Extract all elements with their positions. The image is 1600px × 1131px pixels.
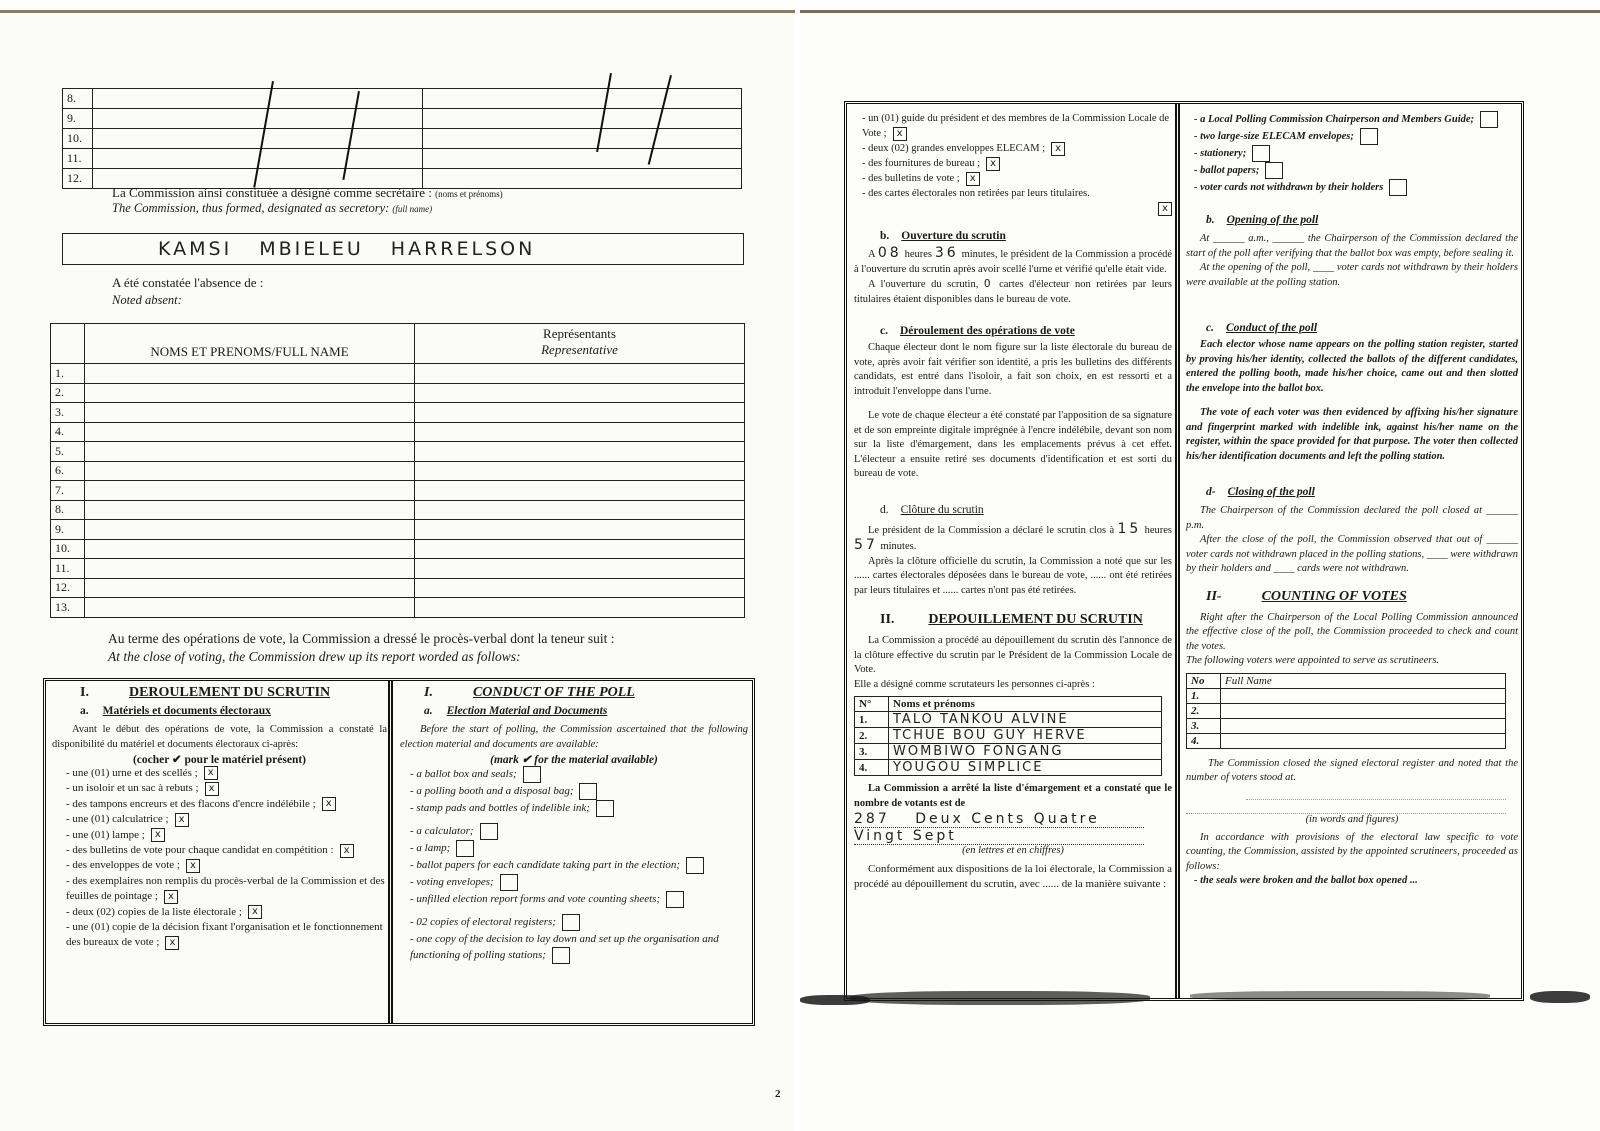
absent-rep-cell[interactable] bbox=[415, 364, 745, 384]
counting-text: Right after the Chairperson of the Local Polling Commission announced the effective close of the poll, the Commission proceeded to check and count the votes. bbox=[1186, 611, 1518, 652]
table-row: 11. bbox=[51, 559, 745, 579]
list-item: - des bulletins de vote pour chaque candidat en compétition : x bbox=[66, 843, 387, 858]
absent-rep-cell[interactable] bbox=[415, 500, 745, 520]
en-column bbox=[1186, 111, 1518, 889]
opening-text: A 08 heures 36 minutes, le président de la Commission a procédé à l'ouverture du scrutin après avoir scellé l'urne et vérifié qu'elle était vide. bbox=[854, 245, 1173, 275]
scrutineers-table-en bbox=[1186, 673, 1506, 749]
checkbox[interactable] bbox=[456, 840, 474, 857]
section-heading: I. DEROULEMENT DU SCRUTIN bbox=[80, 685, 331, 700]
material-list-en bbox=[400, 766, 748, 964]
checkbox[interactable] bbox=[562, 914, 580, 931]
checkbox[interactable] bbox=[480, 823, 498, 840]
words-note: (in words and figures) bbox=[1305, 813, 1399, 825]
conduct-text: Each elector whose name appears on the polling station register, started by proving his/her identity, collected the ballots of the different candidates, entered the polling booth, made his/her choice, came out and then slotted the envelope into the ballot box. bbox=[1186, 339, 1518, 394]
list-item: - une (01) calculatrice ; x bbox=[66, 812, 387, 827]
table-row: 1. TALO TANKOU ALVINE bbox=[855, 712, 1162, 728]
list-item: - un (01) guide du président et des membres de la Commission Locale de Vote ; x bbox=[862, 111, 1172, 141]
scrutineers-table bbox=[854, 696, 1162, 776]
checkbox[interactable]: x bbox=[1051, 142, 1065, 156]
closing-time-text: The Chairperson of the Commission declared the poll closed at ______ p.m. bbox=[1186, 505, 1518, 531]
list-item: - a polling booth and a disposal bag; bbox=[410, 783, 748, 800]
table-header bbox=[51, 324, 745, 364]
table-row: 1. bbox=[1187, 688, 1506, 703]
table-header: N° Noms et prénoms bbox=[855, 697, 1162, 712]
counting-procedure-text: Conformément aux dispositions de la loi électorale, la Commission a procédé au dépouillement du scrutin, avec ...... de la manière suivante : bbox=[854, 863, 1172, 890]
list-item: - unfilled election report forms and vote counting sheets; bbox=[410, 891, 748, 908]
conduct-text: The vote of each voter was then evidenced by affixing his/her signature and fingerprint marked with indelible ink, against his/her name on the register, within the space provided for that purpose. The voter then collected his/her identification documents and left the polling station. bbox=[1186, 407, 1518, 462]
checkbox[interactable]: x bbox=[165, 936, 179, 950]
table-row bbox=[63, 109, 742, 129]
instruction-text: (mark ✔ for the material available) bbox=[490, 754, 658, 766]
absent-name-cell[interactable] bbox=[85, 539, 415, 559]
checkbox[interactable]: x bbox=[893, 127, 907, 141]
list-item: - two large-size ELECAM envelopes; bbox=[1194, 128, 1518, 145]
secretary-label-en: The Commission, thus formed, designated as secretory: (full name) bbox=[112, 201, 433, 215]
fr-column bbox=[854, 111, 1172, 891]
checkbox[interactable] bbox=[552, 947, 570, 964]
list-item: - a Local Polling Commission Chairperson and Members Guide; bbox=[1194, 111, 1518, 128]
voters-count-figure: 287 bbox=[854, 811, 890, 827]
list-item: - one copy of the decision to lay down and set up the organisation and functioning of polling stations; bbox=[410, 931, 748, 964]
table-row: 2. bbox=[1187, 703, 1506, 718]
absent-label-fr: A été constatée l'absence de : bbox=[112, 275, 264, 290]
absent-rep-cell[interactable] bbox=[415, 520, 745, 540]
voters-count-label: La Commission a arrêté la liste d'émargement et a constaté que le nombre de votants est de bbox=[854, 783, 1172, 809]
subsection-heading: c. Déroulement des opérations de vote bbox=[880, 325, 1075, 337]
closing-minutes: 57 bbox=[854, 537, 878, 553]
list-item: - une (01) copie de la décision fixant l'organisation et le fonctionnement des bureaux de vote ; x bbox=[66, 920, 387, 951]
list-item: - une (01) lampe ; x bbox=[66, 828, 387, 843]
instruction-text: (cocher ✔ pour le matériel présent) bbox=[132, 754, 307, 766]
table-row: 10. bbox=[51, 539, 745, 559]
absent-rep-cell[interactable] bbox=[415, 481, 745, 501]
counting-text: The following voters were appointed to serve as scrutineers. bbox=[1186, 655, 1440, 666]
checkbox[interactable]: x bbox=[151, 828, 165, 842]
intro-text: Before the start of polling, the Commission ascertained that the following election material and documents are available: bbox=[400, 724, 748, 750]
absent-rep-cell[interactable] bbox=[415, 461, 745, 481]
scrutineer-name[interactable]: WOMBIWO FONGANG bbox=[889, 744, 1162, 760]
checkbox[interactable]: x bbox=[175, 813, 189, 827]
absent-rep-cell[interactable] bbox=[415, 578, 745, 598]
table-header: No Full Name bbox=[1187, 673, 1506, 688]
table-row: 8. bbox=[51, 500, 745, 520]
voters-count-line-1[interactable] bbox=[854, 811, 1144, 828]
table-row: 3. bbox=[51, 403, 745, 423]
table-row: 5. bbox=[51, 442, 745, 462]
absent-name-cell[interactable] bbox=[85, 578, 415, 598]
closing-intro-en: At the close of voting, the Commission drew up its report worded as follows: bbox=[108, 649, 521, 664]
list-item: - deux (02) grandes enveloppes ELECAM ; x bbox=[862, 141, 1172, 156]
absent-rep-cell[interactable] bbox=[415, 539, 745, 559]
checkbox[interactable]: x bbox=[205, 782, 219, 796]
page-number: 2 bbox=[775, 1088, 781, 1100]
absent-name-cell[interactable] bbox=[85, 364, 415, 384]
absent-name-cell[interactable] bbox=[85, 481, 415, 501]
absent-rep-cell[interactable] bbox=[415, 422, 745, 442]
list-item: - des cartes électorales non retirées par leurs titulaires. x bbox=[862, 186, 1172, 216]
opening-hours: 08 bbox=[877, 245, 902, 261]
list-item: - a calculator; bbox=[410, 823, 748, 840]
checkbox[interactable] bbox=[1252, 145, 1270, 162]
table-row: 3. WOMBIWO FONGANG bbox=[855, 744, 1162, 760]
secretary-field[interactable] bbox=[62, 233, 744, 265]
list-item: - des tampons encreurs et des flacons d'encre indélébile ; x bbox=[66, 797, 387, 812]
table-row: 1. bbox=[51, 364, 745, 384]
right-page bbox=[800, 10, 1600, 1131]
checkbox[interactable]: x bbox=[966, 172, 980, 186]
voters-count-line-1[interactable] bbox=[1246, 786, 1506, 800]
closing-time-text: Le président de la Commission a déclaré le scrutin clos à 15 heures 57 minutes. bbox=[854, 520, 1172, 553]
absent-rep-cell[interactable] bbox=[415, 559, 745, 579]
section-heading: II- COUNTING OF VOTES bbox=[1206, 588, 1407, 604]
list-item: - des fournitures de bureau ; x bbox=[862, 156, 1172, 171]
row-number: 9. bbox=[63, 109, 93, 129]
checkbox[interactable]: x bbox=[1158, 202, 1172, 216]
checkbox[interactable]: x bbox=[186, 859, 200, 873]
scrutineer-name[interactable] bbox=[1221, 688, 1506, 703]
fr-section bbox=[52, 685, 387, 951]
absent-name-cell[interactable] bbox=[85, 403, 415, 423]
scan-artifact bbox=[1190, 991, 1490, 1001]
scrutineer-name[interactable] bbox=[1221, 718, 1506, 733]
checkbox[interactable] bbox=[500, 874, 518, 891]
list-item: - voting envelopes; bbox=[410, 874, 748, 891]
subsection-heading: a. Matériels et documents électoraux bbox=[80, 705, 271, 717]
opening-cards-count: 0 bbox=[983, 278, 994, 290]
checkbox[interactable] bbox=[1360, 128, 1378, 145]
subsection-heading: d. Clôture du scrutin bbox=[880, 503, 984, 516]
closing-cards-text: After the close of the poll, the Commission observed that out of ______ voter cards not withdrawn placed in the polling stations, ____ were withdrawn by their holders and ____ cards were not withdrawn. bbox=[1186, 534, 1518, 574]
table-row: 2. TCHUE BOU GUY HERVE bbox=[855, 728, 1162, 744]
table-row: 13. bbox=[51, 598, 745, 618]
opening-text: At ______ a.m., ______ the Chairperson of the Commission declared the start of the poll after verifying that the ballot box was empty, before sealing it. bbox=[1186, 233, 1518, 259]
material-list-fr bbox=[52, 766, 387, 951]
checkbox[interactable] bbox=[523, 766, 541, 783]
subsection-heading: d- Closing of the poll bbox=[1206, 486, 1315, 498]
checkbox[interactable] bbox=[579, 783, 597, 800]
row-number: 11. bbox=[63, 149, 93, 169]
table-row bbox=[63, 89, 742, 109]
absent-name-cell[interactable] bbox=[85, 461, 415, 481]
column-divider bbox=[1175, 104, 1180, 998]
list-item: - stamp pads and bottles of indelible ink; bbox=[410, 800, 748, 817]
opening-cards-text: A l'ouverture du scrutin, 0 cartes d'électeur non retirées par leurs titulaires étaient disponibles dans le bureau de vote. bbox=[854, 278, 1173, 305]
conduct-text: Chaque électeur dont le nom figure sur la liste électorale du bureau de vote, après avoir fait vérifier son identité, a pris les bulletins des différents candidats, est entré dans l'isoloir, a fait son choix, en est ressorti et a introduit l'enveloppe dans l'urne. bbox=[854, 342, 1172, 397]
list-item: - ballot papers; bbox=[1194, 162, 1518, 179]
table-row: 9. bbox=[51, 520, 745, 540]
checkbox[interactable]: x bbox=[248, 905, 262, 919]
counting-text: Elle a désigné comme scrutateurs les personnes ci-après : bbox=[854, 678, 1095, 690]
conduct-text: Le vote de chaque électeur a été constaté par l'apposition de sa signature et de son empreinte digitale imprégnée à l'encre indélébile, devant son nom sur la liste d'émargement, dans les emplacements prévus à cet effet. L'électeur a ensuite retiré ses documents d'identification et est sorti du bureau de vote. bbox=[854, 410, 1172, 479]
words-note: (en lettres et en chiffres) bbox=[962, 845, 1064, 856]
checkbox[interactable]: x bbox=[986, 157, 1000, 171]
list-item: - voter cards not withdrawn by their holders bbox=[1194, 179, 1518, 196]
list-item: - deux (02) copies de la liste électorale ; x bbox=[66, 905, 387, 920]
absent-rep-cell[interactable] bbox=[415, 383, 745, 403]
list-item: - des bulletins de vote ; x bbox=[862, 171, 1172, 186]
voters-count-label: The Commission closed the signed electoral register and noted that the number of voters stood at. bbox=[1186, 757, 1518, 783]
opening-minutes: 36 bbox=[934, 245, 959, 261]
list-item: - une (01) urne et des scellés ; x bbox=[66, 766, 387, 781]
absent-rep-cell[interactable] bbox=[415, 442, 745, 462]
checkbox[interactable] bbox=[666, 891, 684, 908]
material-list-en-continued bbox=[1186, 111, 1518, 196]
subsection-heading: b. Ouverture du scrutin bbox=[880, 230, 1006, 242]
row-number: 8. bbox=[63, 89, 93, 109]
table-row: 12. bbox=[51, 578, 745, 598]
scrutineer-name[interactable] bbox=[1221, 733, 1506, 748]
absent-name-cell[interactable] bbox=[85, 383, 415, 403]
members-table-continued bbox=[62, 88, 742, 189]
counting-text: La Commission a procédé au dépouillement du scrutin dès l'annonce de la clôture effective du scrutin par le Président de la Commission Locale de Vote. bbox=[854, 635, 1172, 675]
section-heading: I. CONDUCT OF THE POLL bbox=[424, 685, 635, 700]
closing-cards-text: Après la clôture officielle du scrutin, la Commission a noté que sur les ...... cartes électorales déposées dans le bureau de vote, ...... ont été retirées par leurs titulaires et ...... cartes n'ont pas été retirées. bbox=[854, 555, 1172, 596]
list-item: - a lamp; bbox=[410, 840, 748, 857]
left-page bbox=[0, 10, 795, 1131]
scan-artifact bbox=[850, 991, 1150, 1005]
scrutineer-name[interactable]: TALO TANKOU ALVINE bbox=[889, 712, 1162, 728]
closing-intro-fr: Au terme des opérations de vote, la Commission a dressé le procès-verbal dont la teneur suit : bbox=[108, 631, 615, 646]
opening-cards-text: At the opening of the poll, ____ voter cards not withdrawn by their holders were available at the polling station. bbox=[1186, 262, 1518, 288]
checkbox[interactable]: x bbox=[164, 890, 178, 904]
intro-text: Avant le début des opérations de vote, la Commission a constaté la disponibilité du matériel et documents électoraux ci-après: bbox=[52, 724, 387, 750]
list-item: - ballot papers for each candidate taking part in the election; bbox=[410, 857, 748, 874]
scan-artifact bbox=[1530, 991, 1590, 1003]
subsection-heading: c. Conduct of the poll bbox=[1206, 322, 1318, 334]
en-section bbox=[400, 685, 748, 964]
table-row bbox=[63, 129, 742, 149]
absent-label-en: Noted absent: bbox=[112, 293, 182, 307]
scrutineer-name[interactable] bbox=[1221, 703, 1506, 718]
absent-name-cell[interactable] bbox=[85, 442, 415, 462]
absent-name-cell[interactable] bbox=[85, 559, 415, 579]
list-item: - des enveloppes de vote ; x bbox=[66, 858, 387, 873]
table-row: 6. bbox=[51, 461, 745, 481]
voters-count-words: Deux Cents Quatre bbox=[915, 811, 1100, 827]
table-row: 4. bbox=[1187, 733, 1506, 748]
section-heading: II. DEPOUILLEMENT DU SCRUTIN bbox=[880, 612, 1143, 627]
checkbox[interactable] bbox=[1480, 111, 1498, 128]
checkbox[interactable] bbox=[596, 800, 614, 817]
row-number: 12. bbox=[63, 169, 93, 189]
absent-name-cell[interactable] bbox=[85, 598, 415, 618]
checkbox[interactable] bbox=[1265, 162, 1283, 179]
checkbox[interactable]: x bbox=[340, 844, 354, 858]
absent-name-cell[interactable] bbox=[85, 520, 415, 540]
counting-procedure-text: - the seals were broken and the ballot box opened ... bbox=[1194, 875, 1418, 886]
voters-count-line-2[interactable] bbox=[1186, 800, 1506, 814]
absent-rep-cell[interactable] bbox=[415, 403, 745, 423]
table-row: 7. bbox=[51, 481, 745, 501]
table-row: 4. bbox=[51, 422, 745, 442]
absent-table bbox=[50, 323, 745, 618]
material-list-fr-continued bbox=[854, 111, 1172, 216]
list-item: - a ballot box and seals; bbox=[410, 766, 748, 783]
checkbox[interactable]: x bbox=[204, 766, 218, 780]
checkbox[interactable] bbox=[1389, 179, 1407, 196]
list-item: - stationery; bbox=[1194, 145, 1518, 162]
absent-name-cell[interactable] bbox=[85, 500, 415, 520]
table-row: 2. bbox=[51, 383, 745, 403]
scrutineer-name[interactable]: YOUGOU SIMPLICE bbox=[889, 760, 1162, 776]
list-item: - 02 copies of electoral registers; bbox=[410, 914, 748, 931]
counting-procedure-text: In accordance with provisions of the electoral law specific to vote counting, the Commission, assisted by the appointed scrutineers, proceeded as follows: bbox=[1186, 831, 1518, 872]
table-row bbox=[63, 149, 742, 169]
secretary-label-fr: La Commission ainsi constituée a désigné comme secrétaire : (noms et prénoms) bbox=[112, 185, 503, 200]
list-item: - un isoloir et un sac à rebuts ; x bbox=[66, 781, 387, 796]
column-header-representative: Représentants Representative bbox=[415, 324, 745, 364]
absent-name-cell[interactable] bbox=[85, 422, 415, 442]
closing-hours: 15 bbox=[1117, 520, 1142, 537]
absent-rep-cell[interactable] bbox=[415, 598, 745, 618]
row-number: 10. bbox=[63, 129, 93, 149]
table-row: 4. YOUGOU SIMPLICE bbox=[855, 760, 1162, 776]
list-item: - des exemplaires non remplis du procès-verbal de la Commission et des feuilles de pointage ; x bbox=[66, 874, 387, 905]
secretary-name: KAMSI MBIELEU HARRELSON bbox=[158, 238, 536, 260]
column-header-name: NOMS ET PRENOMS/FULL NAME bbox=[85, 324, 415, 364]
table-row: 3. bbox=[1187, 718, 1506, 733]
subsection-heading: a. Election Material and Documents bbox=[424, 705, 608, 717]
subsection-heading: b. Opening of the poll bbox=[1206, 214, 1319, 226]
checkbox[interactable]: x bbox=[322, 797, 336, 811]
checkbox[interactable] bbox=[686, 857, 704, 874]
column-divider bbox=[388, 681, 393, 1023]
voters-count-line-2[interactable]: Vingt Sept bbox=[854, 828, 1144, 845]
scrutineer-name[interactable]: TCHUE BOU GUY HERVE bbox=[889, 728, 1162, 744]
